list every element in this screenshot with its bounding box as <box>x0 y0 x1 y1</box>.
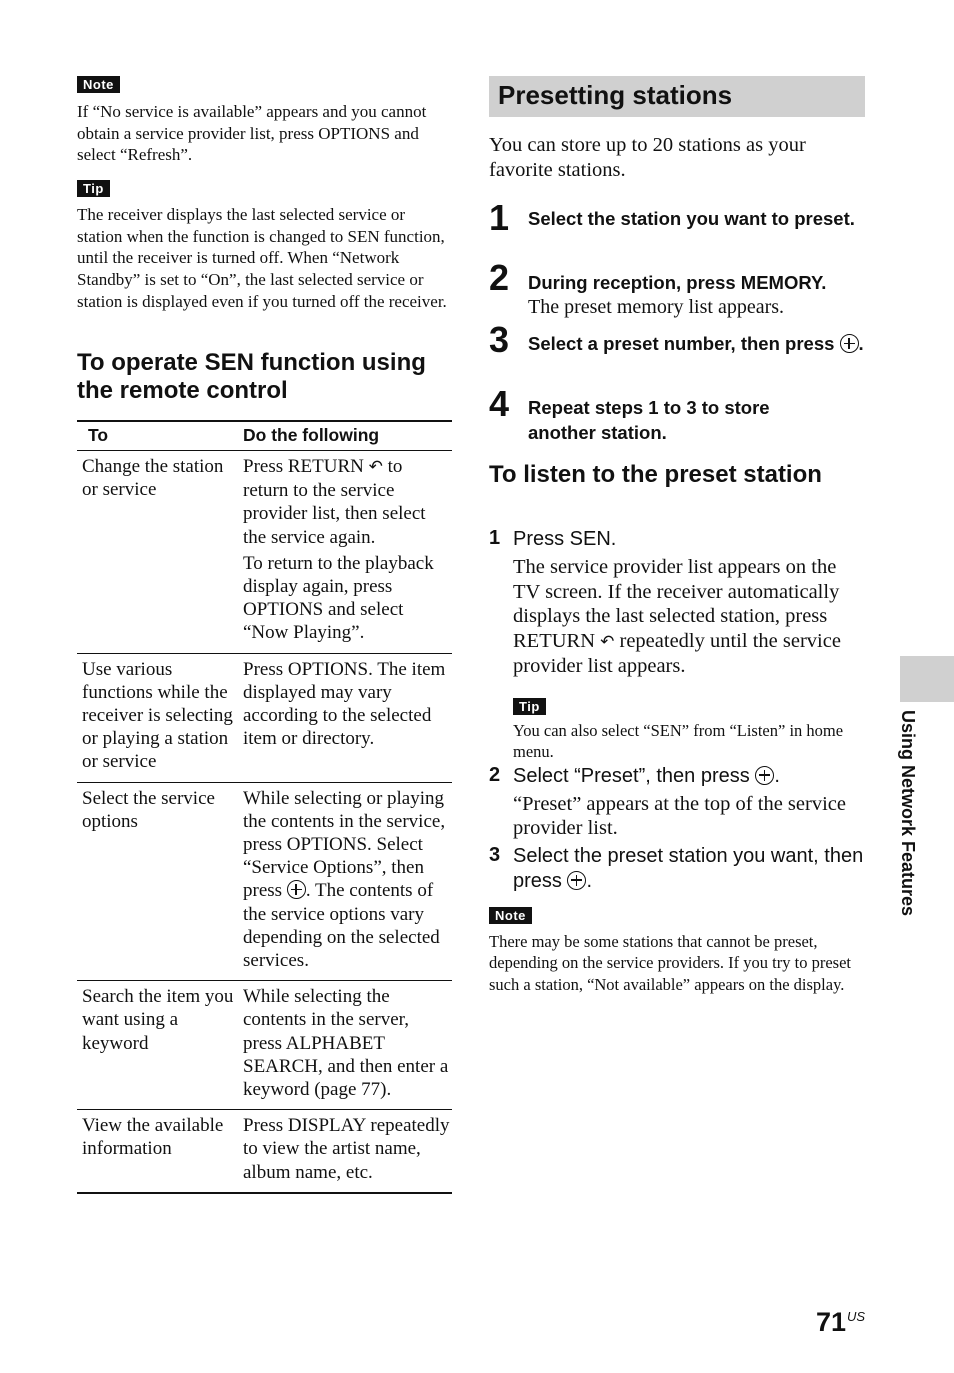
return-arrow-icon: ↶ <box>600 631 615 652</box>
side-tab-label: Using Network Features <box>898 710 918 917</box>
cell-to: View the available information <box>82 1115 224 1160</box>
cell-to: Use various functions while the receiver is selecting or playing a station or service <box>82 658 233 773</box>
enter-plus-circle-icon <box>840 334 859 353</box>
enter-plus-circle-icon <box>755 766 774 785</box>
step-item: 2 During reception, press MEMORY. The preset memory list appears. <box>489 257 827 318</box>
operations-table <box>77 420 452 1194</box>
listen-step: 2 Select “Preset”, then press . “Preset” appears at the top of the service provider list. <box>489 763 846 839</box>
sub-heading: To listen to the preset station <box>489 461 822 488</box>
cell-to: Select the service options <box>82 787 215 832</box>
intro-text: You can store up to 20 stations as your favorite stations. <box>489 134 806 181</box>
return-arrow-icon: ↶ <box>368 457 383 477</box>
cell-do: Press RETURN ↶ to return to the service provider list, then select the service again. <box>243 456 426 548</box>
cell-do: Press OPTIONS. The item displayed may vary according to the selected item or directory. <box>243 658 446 750</box>
note-label: Note <box>77 76 120 93</box>
table-row <box>77 1110 452 1193</box>
note-text: If “No service is available” appears and you cannot obtain a service provider list, press OPTIONS and select “Refresh”. <box>77 102 427 165</box>
enter-plus-circle-icon <box>287 880 306 899</box>
side-tab-marker <box>900 656 954 702</box>
listen-step: 1 Press SEN. The service provider list appears on the TV screen. If the receiver automatically displays the last selected station, press RETURN ↶ repeatedly until the service provider list appears. <box>489 527 841 677</box>
tip-label: Tip <box>77 180 110 197</box>
table-row <box>77 451 452 654</box>
page-number: $71^{US}$ <box>816 1307 866 1337</box>
table-row: Select the service options While selecting or playing the contents in the service, press OPTIONS. Select “Service Options”, then press . The contents of the service options vary depending on the selected services. <box>77 782 452 981</box>
table-row <box>77 981 452 1110</box>
preset-steps <box>489 198 869 445</box>
tip-text: The receiver displays the last selected service or station when the function is changed to SEN function, until the receiver is turned off. When “Network Standby” is set to “On”, the last selected service or station is displayed even if you turned off the receiver. <box>77 205 447 311</box>
cell-do: While selecting the contents in the server, press ALPHABET SEARCH, and then enter a keyword (page 77). <box>243 986 449 1101</box>
table-row <box>77 653 452 782</box>
enter-plus-circle-icon <box>567 871 586 890</box>
col-header-do: Do the following <box>243 425 380 446</box>
cell-do: Press DISPLAY repeatedly to view the artist name, album name, etc. <box>243 1115 450 1183</box>
tip-text: You can also select “SEN” from “Listen” in home menu. <box>513 720 844 761</box>
cell-to: Search the item you want using a keyword <box>82 986 234 1054</box>
page-title: Presetting stations <box>489 76 865 117</box>
note-text: There may be some stations that cannot be preset, depending on the service providers. If you try to preset such a station, “Not available” appears on the display. <box>489 931 851 994</box>
cell-do-extra: To return to the playback display again, press OPTIONS and select “Now Playing”. <box>243 552 434 644</box>
col-header-to: To <box>88 425 109 446</box>
section-heading: To operate SEN function using the remote control <box>77 349 426 404</box>
listen-steps <box>489 527 864 995</box>
note-label: Note <box>489 907 532 924</box>
side-tab <box>896 710 920 970</box>
cell-to: Change the station or service <box>82 456 224 501</box>
tip-label: Tip <box>513 698 546 715</box>
step-item: 4 Repeat steps 1 to 3 to store another station. <box>489 383 770 443</box>
listen-step: 3 Select the preset station you want, then press . <box>489 843 864 892</box>
step-item: 3 Select a preset number, then press . <box>489 319 864 360</box>
step-item: 1 Select the station you want to preset. <box>489 197 855 238</box>
